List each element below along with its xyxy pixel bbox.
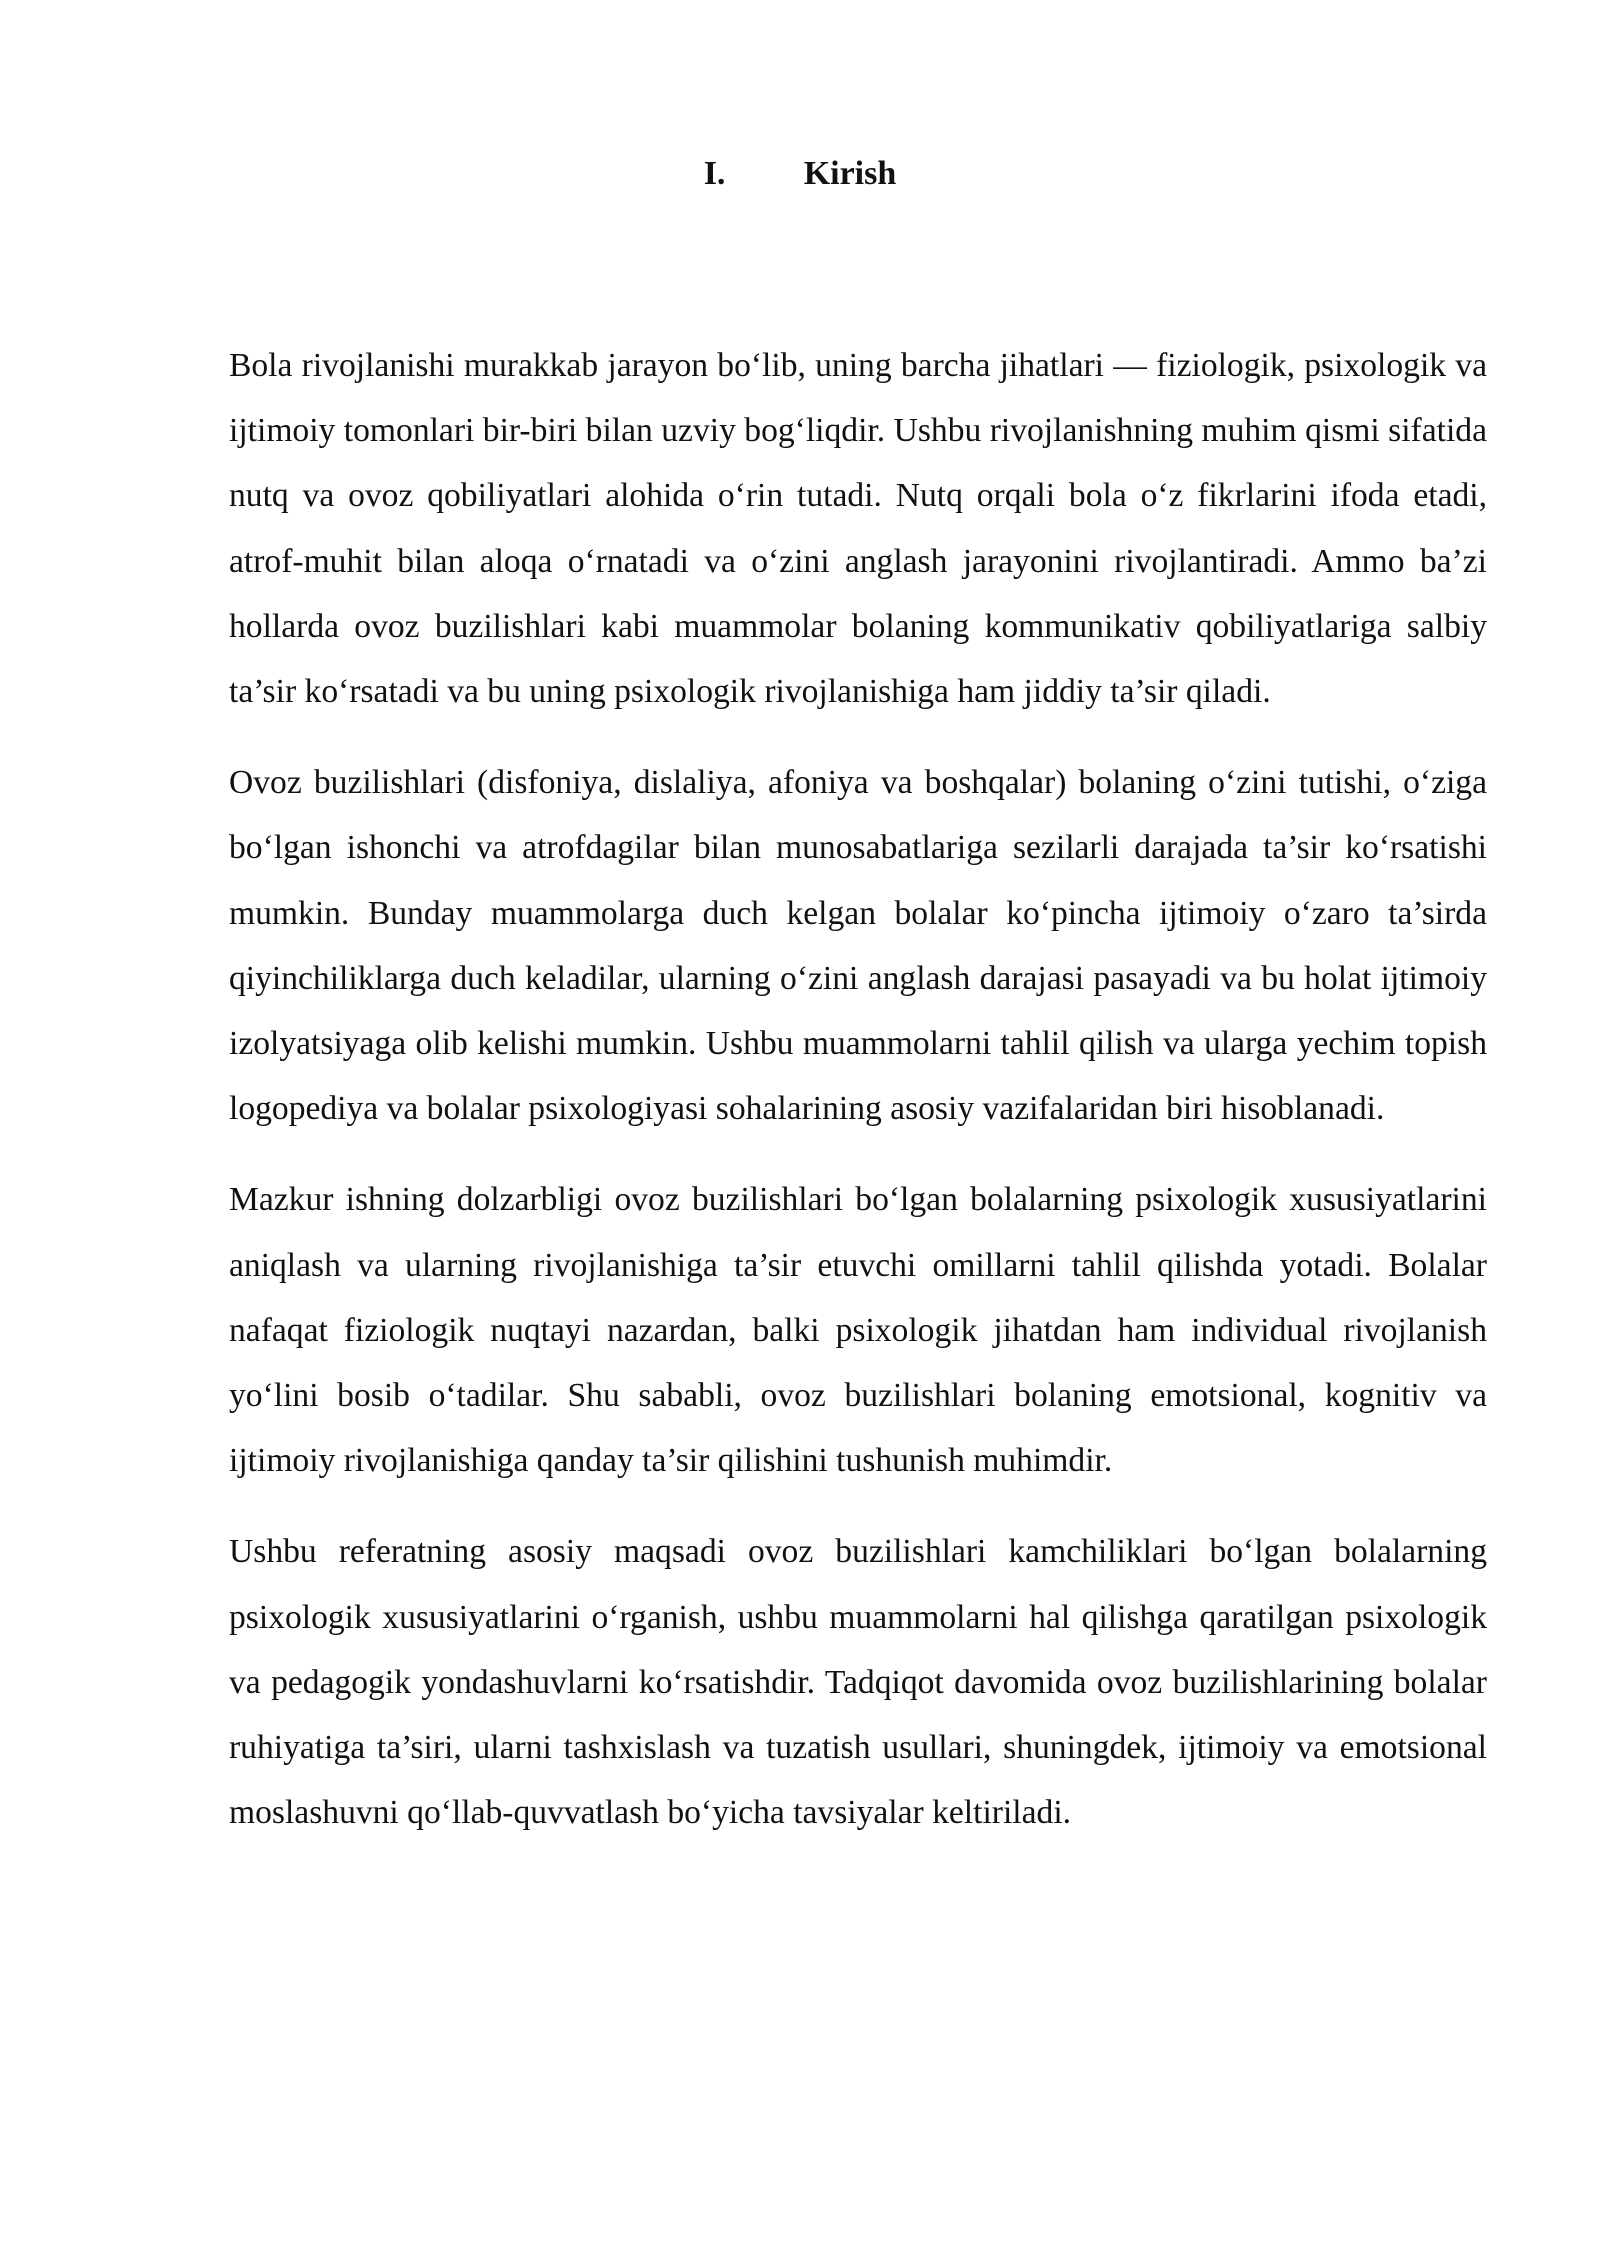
paragraph-3: Mazkur ishning dolzarbligi ovoz buzilishlari bo‘lgan bolalarning psixologik xususiyatlarini aniqlash va ularning rivojlanishiga ta’sir etuvchi omillarni tahlil qilishda yotadi. Bolalar nafaqat fiziologik nuqtayi nazardan, balki psixologik jihatdan ham individual rivojlanish yo‘lini bosib o‘tadilar. Shu sababli, ovoz buzilishlari bolaning emotsional, kognitiv va ijtimoiy rivojlanishiga qanday ta’sir qilishini tushunish muhimdir. — [229, 1181, 1487, 1480]
paragraph-2: Ovoz buzilishlari (disfoniya, dislaliya, afoniya va boshqalar) bolaning o‘zini tutishi, o‘ziga bo‘lgan ishonchi va atrofdagilar bilan munosabatlariga sezilarli darajada ta’sir ko‘rsatishi mumkin. Bunday muammolarga duch kelgan bolalar ko‘pincha ijtimoiy o‘zaro ta’sirda qiyinchiliklarga duch keladilar, ularning o‘zini anglash darajasi pasayadi va bu holat ijtimoiy izolyatsiyaga olib kelishi mumkin. Ushbu muammolarni tahlil qilish va ularga yechim topish logopediya va bolalar psixologiyasi sohalarining asosiy vazifalaridan biri hisoblanadi. — [229, 764, 1487, 1128]
paragraph-4: Ushbu referatning asosiy maqsadi ovoz buzilishlari kamchiliklari bo‘lgan bolalarning psixologik xususiyatlarini o‘rganish, ushbu muammolarni hal qilishga qaratilgan psixologik va pedagogik yondashuvlarni ko‘rsatishdir. Tadqiqot davomida ovoz buzilishlarining bolalar ruhiyatiga ta’siri, ularni tashxislash va tuzatish usullari, shuningdek, ijtimoiy va emotsional moslashuvni qo‘llab-quvvatlash bo‘yicha tavsiyalar keltiriladi. — [229, 1533, 1487, 1832]
section-title: Kirish — [803, 155, 897, 192]
body-text — [229, 333, 1487, 1871]
paragraph-1: Bola rivojlanishi murakkab jarayon bo‘lib, uning barcha jihatlari — fiziologik, psixologik va ijtimoiy tomonlari bir-biri bilan uzviy bog‘liqdir. Ushbu rivojlanishning muhim qismi sifatida nutq va ovoz qobiliyatlari alohida o‘rin tutadi. Nutq orqali bola o‘z fikrlarini ifoda etadi, atrof-muhit bilan aloqa o‘rnatadi va o‘zini anglash jarayonini rivojlantiradi. Ammo ba’zi hollarda ovoz buzilishlari kabi muammolar bolaning kommunikativ qobiliyatlariga salbiy ta’sir ko‘rsatadi va bu uning psixologik rivojlanishiga ham jiddiy ta’sir qiladi. — [229, 347, 1487, 711]
section-number: I. — [703, 155, 726, 192]
section-heading — [0, 150, 1600, 198]
